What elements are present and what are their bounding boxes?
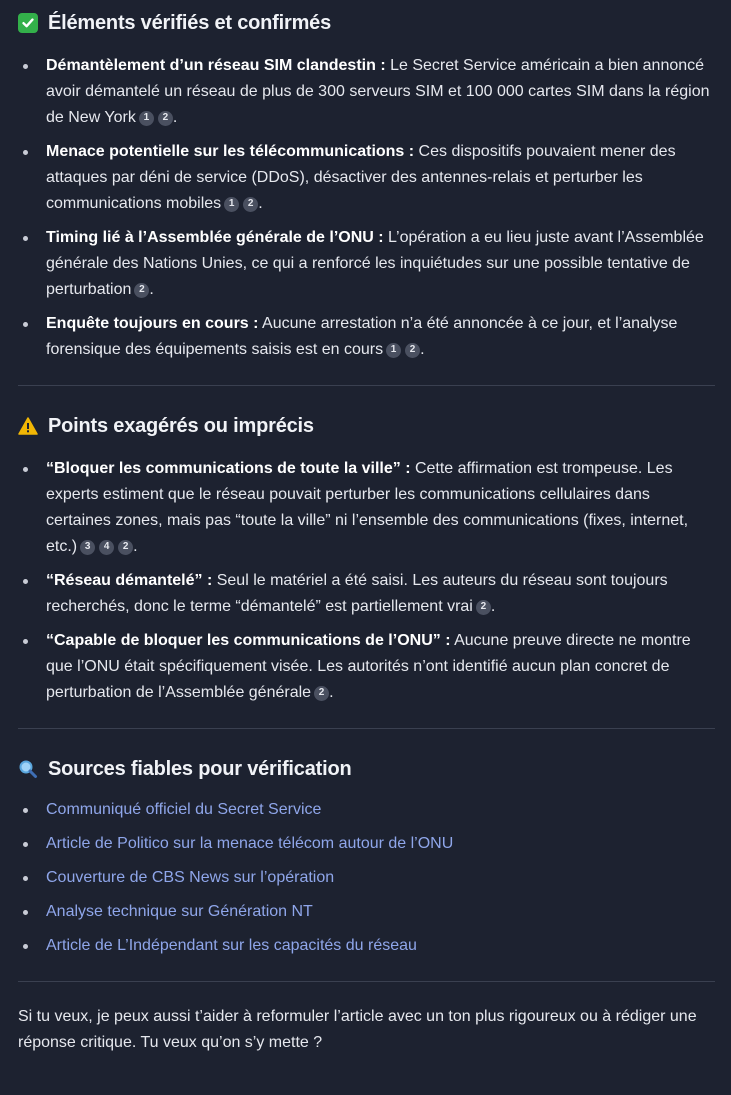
list-item — [18, 628, 715, 706]
citation-badge[interactable]: 1 — [139, 111, 154, 126]
divider — [18, 981, 715, 982]
claim-label: Menace potentielle sur les télécommunications : — [46, 143, 415, 160]
claim-label: “Réseau démantelé” : — [46, 572, 213, 589]
sentence-end: . — [490, 598, 496, 615]
source-link[interactable]: Communiqué officiel du Secret Service — [46, 801, 322, 818]
exaggerated-heading: Points exagérés ou imprécis — [18, 413, 715, 439]
claim-text: Aucune arrestation n’a été annoncée à ce jour, et l’analyse forensique des équipements saisis est en cours — [46, 315, 678, 358]
list-item — [18, 225, 715, 303]
citation-badge[interactable]: 2 — [134, 283, 149, 298]
list-item — [18, 53, 715, 131]
list-item — [18, 311, 715, 363]
sentence-end: . — [258, 195, 263, 212]
citation-badge[interactable]: 2 — [158, 111, 173, 126]
claim-text: Aucune preuve directe ne montre que l’ONU était spécifiquement visée. Les autorités n’ont identifié aucun plan concret de perturbation de l’Assemblée générale — [46, 632, 691, 701]
claim-text: Seul le matériel a été saisi. Les auteurs du réseau sont toujours recherchés, donc le terme “démantelé” est partiellement vrai — [46, 572, 668, 615]
sentence-end: . — [149, 281, 154, 298]
claim-text: Le Secret Service américain a bien annoncé avoir démantelé un réseau de plus de 300 serveurs SIM et 100 000 cartes SIM dans la région de New York — [46, 57, 710, 126]
sentence-end: . — [329, 684, 334, 701]
warning-emoji-icon — [18, 416, 38, 436]
list-item — [18, 899, 715, 925]
list-item — [18, 831, 715, 857]
citation-badge[interactable]: 2 — [405, 343, 420, 358]
sources-list — [18, 797, 715, 959]
source-link[interactable]: Article de Politico sur la menace télécom autour de l’ONU — [46, 835, 454, 852]
claim-label: “Capable de bloquer les communications de l’ONU” : — [46, 632, 451, 649]
exaggerated-list — [18, 456, 715, 706]
verified-section — [18, 0, 715, 363]
citation-badge[interactable]: 4 — [99, 540, 114, 555]
sentence-end: . — [172, 109, 178, 126]
list-item — [18, 865, 715, 891]
list-item — [18, 568, 715, 620]
sentence-end: . — [133, 538, 138, 555]
claim-text: Ces dispositifs pouvaient mener des attaques par déni de service (DDoS), désactiver des antennes-relais et perturber les communications mobiles — [46, 143, 676, 212]
source-link[interactable]: Article de L’Indépendant sur les capacités du réseau — [46, 937, 417, 954]
claim-label: Démantèlement d’un réseau SIM clandestin : — [46, 57, 386, 74]
verified-heading: Éléments vérifiés et confirmés — [18, 10, 715, 36]
claim-text: Cette affirmation est trompeuse. Les experts estiment que le réseau pouvait perturber les communications cellulaires dans certaines zones, mais pas “toute la ville” ni l’ensemble des communications (fixes, internet, etc.) — [46, 460, 689, 555]
check-mark-emoji-icon — [18, 13, 38, 33]
closing-message: Si tu veux, je peux aussi t’aider à reformuler l’article avec un ton plus rigoureux ou à rédiger une réponse critique. Tu veux qu’on s’y mette ? — [18, 1008, 697, 1051]
exaggerated-section — [18, 386, 715, 706]
citation-badge[interactable]: 2 — [243, 197, 258, 212]
source-link[interactable]: Analyse technique sur Génération NT — [46, 903, 313, 920]
sources-section — [18, 729, 715, 959]
citation-badge[interactable]: 2 — [314, 686, 329, 701]
source-link[interactable]: Couverture de CBS News sur l’opération — [46, 869, 335, 886]
claim-label: Enquête toujours en cours : — [46, 315, 259, 332]
sources-heading: Sources fiables pour vérification — [18, 756, 715, 782]
claim-label: Timing lié à l’Assemblée générale de l’ONU : — [46, 229, 384, 246]
sentence-end: . — [420, 341, 425, 358]
list-item — [18, 933, 715, 959]
list-item — [18, 797, 715, 823]
claim-label: “Bloquer les communications de toute la ville” : — [46, 460, 411, 477]
citation-badge[interactable]: 1 — [386, 343, 401, 358]
citation-badge[interactable]: 1 — [224, 197, 239, 212]
list-item — [18, 139, 715, 217]
claim-text: L’opération a eu lieu juste avant l’Assemblée générale des Nations Unies, ce qui a renforcé les inquiétudes sur une possible tentative de perturbation — [46, 229, 704, 298]
citation-badge[interactable]: 2 — [118, 540, 133, 555]
magnifying-glass-emoji-icon — [18, 759, 38, 779]
verified-list — [18, 53, 715, 363]
citation-badge[interactable]: 3 — [80, 540, 95, 555]
citation-badge[interactable]: 2 — [476, 600, 491, 615]
list-item — [18, 456, 715, 560]
